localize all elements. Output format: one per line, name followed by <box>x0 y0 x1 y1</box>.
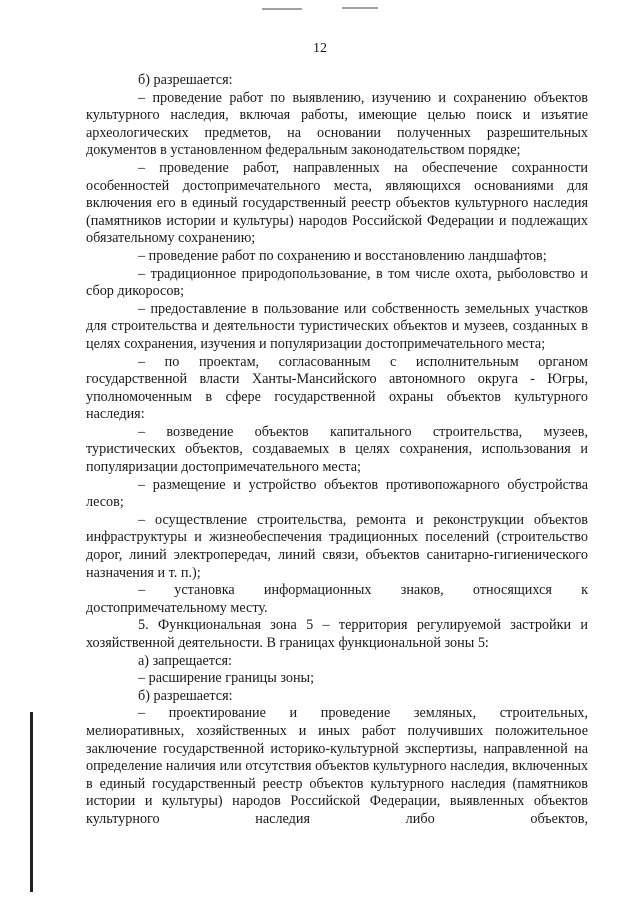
paragraph: – проведение работ по сохранению и восстановлению ландшафтов; <box>138 247 547 264</box>
paragraph: – традиционное природопользование, в том числе охота, рыболовство и сбор дикоросов; <box>86 265 588 300</box>
paragraph: – проведение работ, направленных на обеспечение сохранности особенностей достопримечательного места, являющихся основаниями для включения его в единый государственный реестр объектов культурного наследия (памятников истории и культуры) народов Российской Федерации и подлежащих обязательному сохранению; <box>86 159 588 247</box>
paragraph: а) запрещается: <box>138 652 232 669</box>
paragraph: б) разрешается: <box>138 72 233 88</box>
paragraph: – проектирование и проведение земляных, строительных, мелиоративных, хозяйственных и иных работ получивших положительное заключение государственной историко-культурной экспертизы, направленной на определение наличия или отсутствия объектов культурного наследия, включенных в единый государственный реестр объектов культурного наследия (памятников истории и культуры) народов Российской Федерации, выявленных объектов культурного наследия либо объектов, <box>86 705 588 827</box>
scan-artifact-top <box>262 8 302 10</box>
paragraph: 5. Функциональная зона 5 – территория регулируемой застройки и хозяйственной деятельности. В границах функциональной зоны 5: <box>86 617 588 651</box>
scan-artifact-top-right <box>342 7 378 9</box>
paragraph: б) разрешается: <box>138 687 233 704</box>
page-number: 12 <box>313 41 327 56</box>
paragraph: – возведение объектов капитального строительства, музеев, туристических объектов, создаваемых в целях сохранения, использования и популяризации достопримечательного места; <box>86 423 588 476</box>
paragraph: – предоставление в пользование или собственность земельных участков для строительства и деятельности туристических объектов и музеев, созданных в целях сохранения, изучения и популяризации достопримечательного места; <box>86 300 588 352</box>
paragraph: – установка информационных знаков, относящихся к достопримечательному месту. <box>86 582 588 616</box>
paragraph: – расширение границы зоны; <box>138 670 315 687</box>
scan-edge-bar <box>30 712 33 892</box>
document-body <box>86 72 588 829</box>
paragraph: – осуществление строительства, ремонта и реконструкции объектов инфраструктуры и жизнеобеспечения традиционных поселений (строительство дорог, линий электропередач, линий связи, объектов санитарно-гигиенического назначения и т. п.); <box>86 511 588 581</box>
paragraph: – по проектам, согласованным с исполнительным органом государственной власти Ханты-Мансийского автономного округа - Югры, уполномоченным в сфере государственной охраны объектов культурного наследия: <box>86 353 588 423</box>
paragraph: – проведение работ по выявлению, изучению и сохранению объектов культурного наследия, включая работы, имеющие целью поиск и изъятие археологических предметов, на основании полученных разрешительных документов в установленном федеральным законодательством порядке; <box>86 89 588 159</box>
paragraph: – размещение и устройство объектов противопожарного обустройства лесов; <box>86 476 588 511</box>
